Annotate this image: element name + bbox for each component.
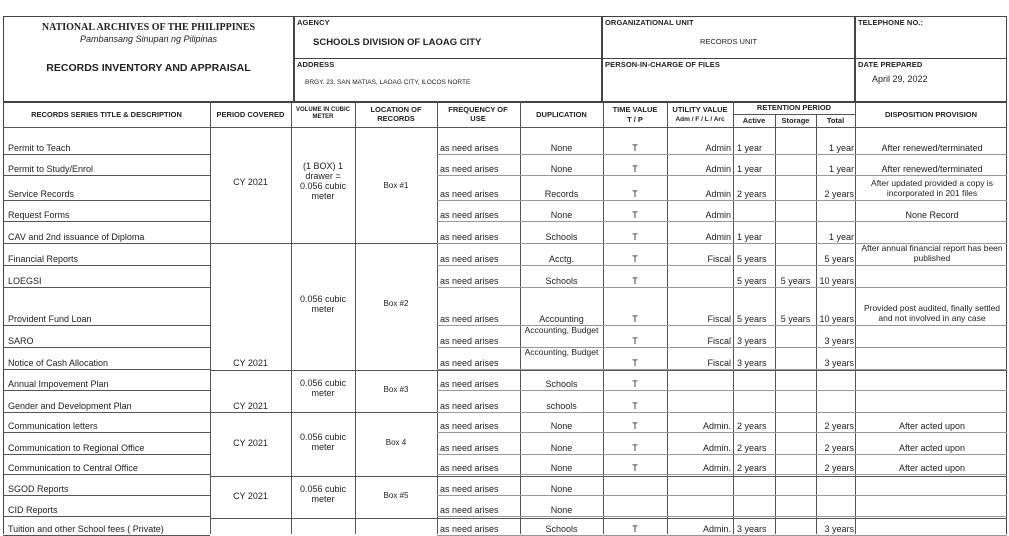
row-frequency: as need arises xyxy=(440,401,499,411)
col-title: RECORDS SERIES TITLE & DESCRIPTION xyxy=(31,110,182,119)
row-time-value: T xyxy=(632,210,638,220)
row-total: 2 years xyxy=(824,443,854,453)
row-active: 2 years xyxy=(737,189,767,199)
row-divider xyxy=(3,390,210,391)
row-title: Notice of Cash Allocation xyxy=(8,358,109,368)
row-duplication: None xyxy=(550,164,573,174)
row-duplication: Accounting xyxy=(539,314,584,324)
group-2-period: CY 2021 xyxy=(233,358,268,368)
row-title: Permit to Study/Enrol xyxy=(8,164,94,174)
group-5-location: Box #5 xyxy=(383,491,409,500)
row-duplication: Schools xyxy=(545,524,578,534)
row-divider xyxy=(3,432,210,433)
group-3-volume: 0.056 cubic meter xyxy=(299,378,347,398)
row-frequency: as need arises xyxy=(440,379,499,389)
org-unit-box xyxy=(602,16,855,59)
row-active: 5 years xyxy=(737,254,767,264)
group-4-period: CY 2021 xyxy=(233,438,268,448)
row-time-value: T xyxy=(632,379,638,389)
row-disposition: Provided post audited, finally settled and not involved in any case xyxy=(863,303,1001,323)
row-title: SARO xyxy=(8,336,34,346)
row-total: 2 years xyxy=(824,189,854,199)
group-divider xyxy=(210,518,1007,519)
row-divider xyxy=(3,154,210,155)
row-divider xyxy=(437,369,1007,370)
group-2-volume: 0.056 cubic meter xyxy=(299,294,347,314)
row-time-value: T xyxy=(632,463,638,473)
row-duplication: None xyxy=(550,210,573,220)
row-divider xyxy=(3,369,210,370)
row-title: Provident Fund Loan xyxy=(8,314,92,324)
row-time-value: T xyxy=(632,254,638,264)
row-frequency: as need arises xyxy=(440,276,499,286)
group-1-period: CY 2021 xyxy=(233,177,268,187)
row-utility-value: Admin xyxy=(705,210,731,220)
row-frequency: as need arises xyxy=(440,143,499,153)
row-time-value: T xyxy=(632,443,638,453)
row-frequency: as need arises xyxy=(440,314,499,324)
row-frequency: as need arises xyxy=(440,254,499,264)
row-total: 10 years xyxy=(819,276,854,286)
row-utility-value: Admin. xyxy=(702,443,731,453)
row-title: Request Forms xyxy=(8,210,70,220)
org-unit-label: ORGANIZATIONAL UNIT xyxy=(605,18,694,27)
group-1-location: Box #1 xyxy=(383,181,409,190)
row-frequency: as need arises xyxy=(440,164,499,174)
row-divider xyxy=(437,154,1007,155)
row-frequency: as need arises xyxy=(440,210,499,220)
row-title: Tuition and other School fees ( Private) xyxy=(8,524,164,534)
row-time-value: T xyxy=(632,232,638,242)
row-utility-value: Fiscal xyxy=(707,314,731,324)
row-total: 5 years xyxy=(824,254,854,264)
row-divider xyxy=(437,390,1007,391)
row-disposition: After renewed/terminated xyxy=(881,164,983,174)
group-4-location: Box 4 xyxy=(385,438,407,447)
col-frequency: FREQUENCY OF USE xyxy=(448,105,508,123)
row-duplication: Acctg. xyxy=(548,254,574,264)
group-5-period: CY 2021 xyxy=(233,491,268,501)
group-3-location: Box #3 xyxy=(383,385,409,394)
date-value: April 29, 2022 xyxy=(872,74,928,84)
group-2-location: Box #2 xyxy=(383,299,409,308)
row-utility-value: Admin xyxy=(705,232,731,242)
row-storage: 5 years xyxy=(780,314,811,324)
row-active: 5 years xyxy=(737,314,767,324)
row-frequency: as need arises xyxy=(440,524,499,534)
agency-label: AGENCY xyxy=(297,18,330,27)
row-duplication: Schools xyxy=(545,276,578,286)
row-active: 3 years xyxy=(737,524,767,534)
row-divider xyxy=(3,412,210,413)
agency-box xyxy=(294,16,602,59)
row-total: 10 years xyxy=(819,314,854,324)
row-divider xyxy=(3,243,210,244)
row-duplication: None xyxy=(550,143,573,153)
address-box xyxy=(294,58,602,102)
row-time-value: T xyxy=(632,421,638,431)
row-divider xyxy=(437,287,1007,288)
row-divider xyxy=(437,432,1007,433)
row-title: Communication to Central Office xyxy=(8,463,138,473)
agency-value: SCHOOLS DIVISION OF LAOAG CITY xyxy=(313,37,482,48)
col-disposition: DISPOSITION PROVISION xyxy=(884,110,978,119)
row-disposition: After acted upon xyxy=(898,463,966,473)
row-total: 2 years xyxy=(824,463,854,473)
col-utility-sub: Adm / F / L / Arc xyxy=(675,116,725,123)
row-active: 1 year xyxy=(737,143,763,153)
row-frequency: as need arises xyxy=(440,421,499,431)
row-frequency: as need arises xyxy=(440,463,499,473)
address-label: ADDRESS xyxy=(297,60,335,69)
row-utility-value: Admin xyxy=(705,189,731,199)
row-title: CID Reports xyxy=(8,505,58,515)
col-duplication: DUPLICATION xyxy=(536,110,587,119)
row-total: 3 years xyxy=(824,524,854,534)
row-divider xyxy=(3,516,210,517)
row-frequency: as need arises xyxy=(440,358,499,368)
row-disposition: After annual financial report has been published xyxy=(861,243,1003,263)
row-divider xyxy=(437,412,1007,413)
telephone-label: TELEPHONE NO.: xyxy=(858,18,924,27)
row-frequency: as need arises xyxy=(440,484,499,494)
row-active: 3 years xyxy=(737,336,767,346)
header-divider xyxy=(3,127,1007,128)
col-time-value-sub: T / P xyxy=(627,115,643,124)
col-active: Active xyxy=(742,116,766,125)
row-active: 2 years xyxy=(737,421,767,431)
row-utility-value: Fiscal xyxy=(707,358,731,368)
row-disposition: After acted upon xyxy=(898,421,966,431)
col-volume: VOLUME IN CUBIC METER xyxy=(296,107,350,120)
row-total: 3 years xyxy=(824,358,854,368)
row-active: 1 year xyxy=(737,164,763,174)
row-title: CAV and 2nd issuance of Diploma xyxy=(8,232,145,242)
row-duplication: Accounting, Budget xyxy=(524,325,599,335)
col-time-value: TIME VALUE xyxy=(612,105,658,114)
row-disposition: None Record xyxy=(905,210,959,220)
row-divider xyxy=(437,516,1007,517)
row-disposition: After renewed/terminated xyxy=(881,143,983,153)
group-divider xyxy=(210,476,1007,477)
row-divider xyxy=(437,221,1007,222)
row-divider xyxy=(437,454,1007,455)
row-title: Annual Impovement Plan xyxy=(8,379,109,389)
row-active: 3 years xyxy=(737,358,767,368)
row-active: 2 years xyxy=(737,443,767,453)
row-divider xyxy=(437,495,1007,496)
row-time-value: T xyxy=(632,401,638,411)
row-time-value: T xyxy=(632,524,638,534)
row-title: Permit to Teach xyxy=(8,143,71,153)
date-label: DATE PREPARED xyxy=(858,60,923,69)
group-5-volume: 0.056 cubic meter xyxy=(299,484,347,504)
group-3-period: CY 2021 xyxy=(233,401,268,411)
row-duplication: None xyxy=(550,421,573,431)
row-time-value: T xyxy=(632,336,638,346)
row-time-value: T xyxy=(632,164,638,174)
row-title: Gender and Development Plan xyxy=(8,401,132,411)
row-frequency: as need arises xyxy=(440,443,499,453)
form-title: RECORDS INVENTORY AND APPRAISAL xyxy=(46,62,251,74)
row-title: Communication to Regional Office xyxy=(8,443,145,453)
row-duplication: Records xyxy=(544,189,579,199)
row-title: Service Records xyxy=(8,189,75,199)
col-retention: RETENTION PERIOD xyxy=(756,103,832,112)
row-divider xyxy=(3,495,210,496)
org-unit-value: RECORDS UNIT xyxy=(699,37,758,46)
row-duplication: Accounting, Budget xyxy=(524,347,599,357)
row-storage: 5 years xyxy=(780,276,811,286)
row-utility-value: Fiscal xyxy=(707,254,731,264)
row-frequency: as need arises xyxy=(440,189,499,199)
col-period: PERIOD COVERED xyxy=(216,110,285,119)
row-divider xyxy=(3,287,210,288)
row-divider xyxy=(3,221,210,222)
org-name: NATIONAL ARCHIVES OF THE PHILIPPINES xyxy=(41,22,256,33)
date-box xyxy=(855,58,1007,102)
row-utility-value: Fiscal xyxy=(707,336,731,346)
row-total: 1 year xyxy=(828,232,854,242)
group-1-volume: (1 BOX) 1 drawer = 0.056 cubic meter xyxy=(299,161,347,201)
row-frequency: as need arises xyxy=(440,505,499,515)
row-total: 2 years xyxy=(824,421,854,431)
row-disposition: After updated provided a copy is incorporated in 201 files xyxy=(871,178,993,198)
row-total: 3 years xyxy=(824,336,854,346)
row-title: Communication letters xyxy=(8,421,98,431)
row-divider xyxy=(3,454,210,455)
row-divider xyxy=(437,265,1007,266)
row-divider xyxy=(437,474,1007,475)
row-duplication: None xyxy=(550,505,573,515)
row-duplication: None xyxy=(550,443,573,453)
row-utility-value: Admin. xyxy=(702,463,731,473)
row-utility-value: Admin xyxy=(705,164,731,174)
row-divider xyxy=(3,265,210,266)
row-divider xyxy=(3,347,210,348)
row-divider xyxy=(437,175,1007,176)
row-time-value: T xyxy=(632,143,638,153)
row-total: 1 year xyxy=(828,164,854,174)
row-divider xyxy=(3,200,210,201)
row-duplication: schools xyxy=(546,401,577,411)
header-org-box xyxy=(3,16,294,102)
row-active: 5 years xyxy=(737,276,767,286)
row-title: LOEGSI xyxy=(8,276,42,286)
col-utility: UTILITY VALUE xyxy=(672,105,728,114)
row-active: 1 year xyxy=(737,232,763,242)
row-title: SGOD Reports xyxy=(8,484,69,494)
row-utility-value: Admin. xyxy=(702,524,731,534)
row-title: Financial Reports xyxy=(8,254,79,264)
row-divider xyxy=(3,474,210,475)
row-active: 2 years xyxy=(737,463,767,473)
group-4-volume: 0.056 cubic meter xyxy=(299,432,347,452)
pic-label: PERSON-IN-CHARGE OF FILES xyxy=(605,60,721,69)
telephone-box xyxy=(855,16,1007,59)
row-divider xyxy=(437,200,1007,201)
row-duplication: Schools xyxy=(545,379,578,389)
row-duplication: Schools xyxy=(545,232,578,242)
row-disposition: After acted upon xyxy=(898,443,966,453)
row-divider xyxy=(3,325,210,326)
col-total: Total xyxy=(826,116,845,125)
row-time-value: T xyxy=(632,189,638,199)
row-utility-value: Admin xyxy=(705,143,731,153)
address-value: BRGY. 23, SAN MATIAS, LAOAG CITY, ILOCOS NORTE xyxy=(305,79,471,86)
group-divider xyxy=(210,370,1007,371)
row-duplication: None xyxy=(550,463,573,473)
col-location: LOCATION OF RECORDS xyxy=(370,105,422,123)
row-utility-value: Admin. xyxy=(702,421,731,431)
row-duplication: None xyxy=(550,484,573,494)
row-time-value: T xyxy=(632,276,638,286)
col-storage: Storage xyxy=(781,116,810,125)
pic-box xyxy=(602,58,855,102)
row-total: 1 year xyxy=(828,143,854,153)
row-frequency: as need arises xyxy=(440,232,499,242)
row-divider xyxy=(3,175,210,176)
org-name-filipino: Pambansang Sinupan ng Pilipinas xyxy=(79,34,218,44)
row-time-value: T xyxy=(632,314,638,324)
row-frequency: as need arises xyxy=(440,336,499,346)
row-time-value: T xyxy=(632,358,638,368)
